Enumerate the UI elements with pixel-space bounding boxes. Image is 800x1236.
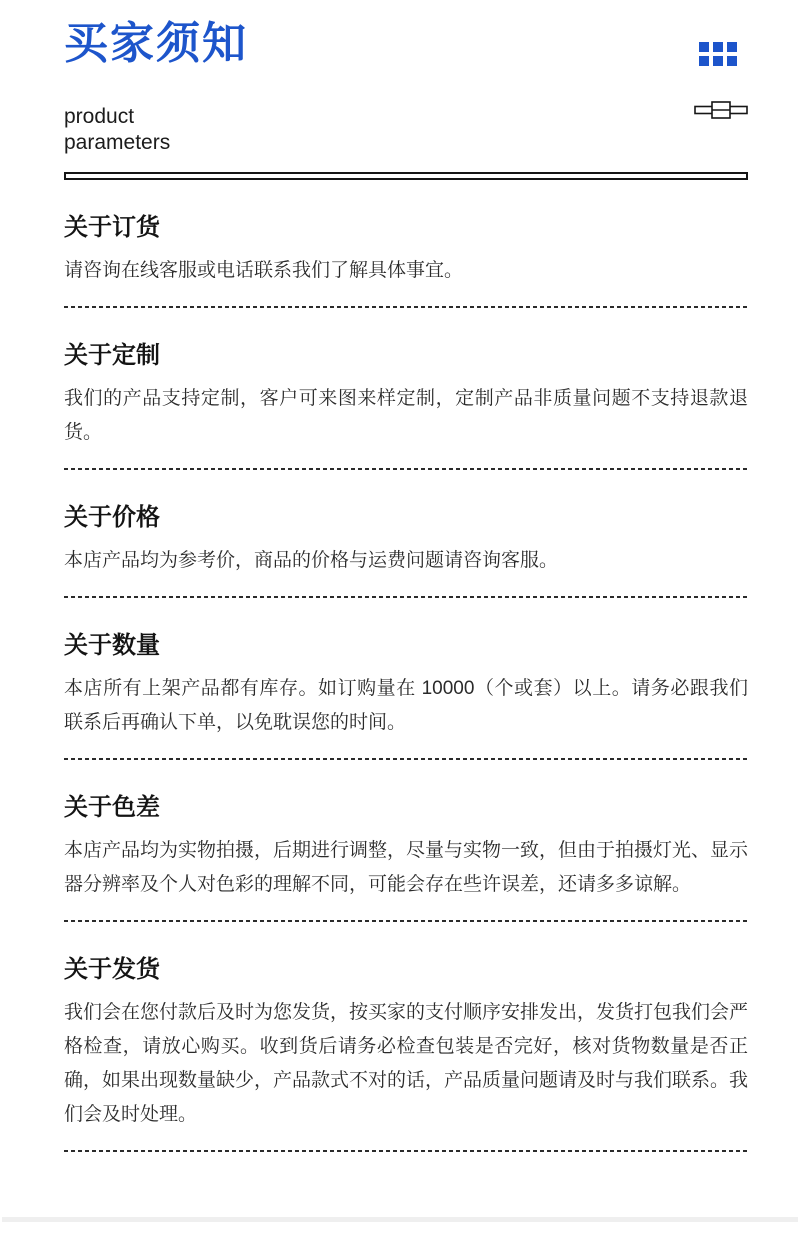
connector-icon bbox=[694, 100, 748, 120]
grid-icon-square bbox=[713, 42, 723, 52]
section-body: 我们的产品支持定制，客户可来图来样定制，定制产品非质量问题不支持退款退货。 bbox=[64, 388, 748, 443]
section-title: 关于定制 bbox=[64, 342, 160, 369]
section-title: 关于价格 bbox=[64, 504, 160, 531]
section-title: 关于订货 bbox=[64, 214, 160, 241]
section-body: 本店产品均为实物拍摄，后期进行调整，尽量与实物一致，但由于拍摄灯光、显示器分辨率及个人对色彩的理解不同，可能会存在些许误差，还请多多谅解。 bbox=[64, 840, 749, 895]
section-body: 本店产品均为参考价，商品的价格与运费问题请咨询客服。 bbox=[64, 550, 559, 571]
section-customization bbox=[64, 308, 748, 470]
section-title: 关于数量 bbox=[64, 632, 160, 659]
dashed-divider bbox=[64, 1150, 748, 1152]
page-subtitle-line2: parameters bbox=[64, 131, 171, 154]
grid-icon-square bbox=[713, 56, 723, 66]
page-subtitle-line1: product bbox=[64, 105, 135, 128]
section-title: 关于色差 bbox=[64, 794, 160, 821]
grid-icon-square bbox=[727, 42, 737, 52]
page-header bbox=[64, 0, 748, 180]
header-divider-bar bbox=[64, 172, 748, 180]
grid-icon bbox=[699, 42, 737, 66]
grid-icon-square bbox=[699, 56, 709, 66]
section-price bbox=[64, 470, 748, 598]
section-ordering bbox=[64, 180, 748, 308]
section-body: 我们会在您付款后及时为您发货，按买家的支付顺序安排发出，发货打包我们会严格检查，请放心购买。收到货后请务必检查包装是否完好，核对货物数量是否正确，如果出现数量缺少，产品款式不对的话，产品质量问题请及时与我们联系。我们会及时处理。 bbox=[64, 1002, 749, 1125]
section-title: 关于发货 bbox=[64, 956, 160, 983]
footer-strip bbox=[2, 1217, 798, 1222]
section-body: 本店所有上架产品都有库存。如订购量在 10000（个或套）以上。请务必跟我们联系后再确认下单，以免耽误您的时间。 bbox=[64, 678, 748, 733]
section-color-difference bbox=[64, 760, 748, 922]
section-shipping bbox=[64, 922, 748, 1152]
page-title: 买家须知 bbox=[64, 19, 248, 68]
grid-icon-square bbox=[699, 42, 709, 52]
grid-icon-square bbox=[727, 56, 737, 66]
page-subtitle bbox=[64, 104, 748, 156]
section-quantity bbox=[64, 598, 748, 760]
section-body: 请咨询在线客服或电话联系我们了解具体事宜。 bbox=[64, 260, 464, 281]
